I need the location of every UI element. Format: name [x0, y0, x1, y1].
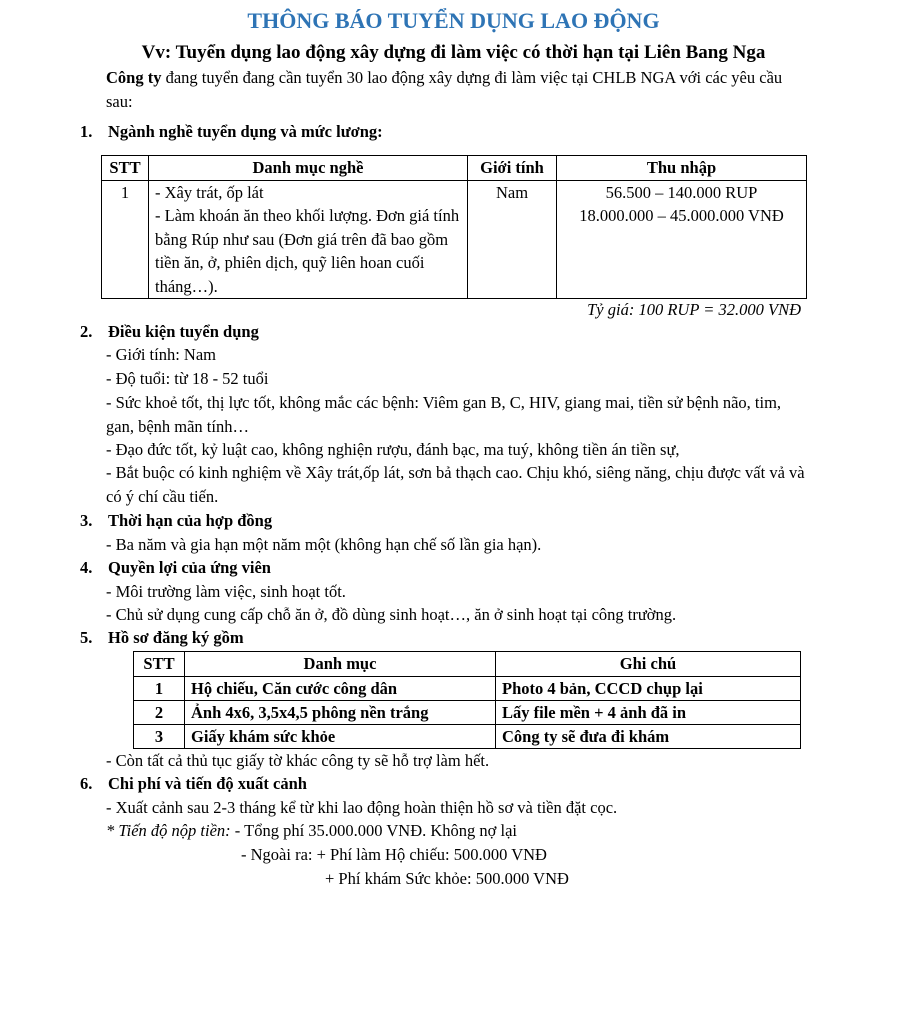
job-line: - Làm khoán ăn theo khối lượng. Đơn giá tính bằng Rúp như sau (Đơn giá trên đã bao gồm tiền ăn, ở, phiên dịch, quỹ liên hoan cuối tháng…).	[155, 206, 460, 296]
section-5-heading	[80, 626, 244, 650]
payment-line	[106, 819, 517, 843]
section-number: 2.	[80, 322, 93, 341]
section-title: Hồ sơ đăng ký gồm	[108, 628, 244, 647]
table-header: Thu nhập	[557, 156, 807, 181]
list-item: - Ba năm và gia hạn một năm một (không hạn chế số lần gia hạn).	[106, 535, 542, 554]
list-item: - Độ tuổi: từ 18 - 52 tuổi	[106, 369, 269, 388]
intro-text: đang tuyển đang cần tuyển 30 lao động xây dựng đi làm việc tại CHLB NGA với các yêu cầu sau:	[106, 68, 783, 111]
payment-label: * Tiến độ nộp tiền:	[106, 821, 231, 840]
salary-table	[101, 155, 807, 299]
table-cell-item: Giấy khám sức khỏe	[185, 724, 496, 748]
job-line: - Xây trát, ốp lát	[155, 182, 264, 202]
table-cell-stt: 2	[134, 700, 185, 724]
income-vnd: 18.000.000 – 45.000.000 VNĐ	[579, 206, 784, 225]
table-cell-income	[557, 180, 807, 299]
intro-company: Công ty	[106, 68, 162, 87]
table-header: Danh mục	[185, 652, 496, 677]
section-3-heading	[80, 509, 272, 533]
table-header: Giới tính	[468, 156, 557, 181]
section-4-heading	[80, 556, 271, 580]
extra-fee-line: - Ngoài ra: + Phí làm Hộ chiếu: 500.000 VNĐ	[241, 845, 547, 864]
section-number: 5.	[80, 628, 93, 647]
section-number: 6.	[80, 774, 93, 793]
section-title: Điều kiện tuyển dụng	[108, 322, 259, 341]
list-item: - Giới tính: Nam	[106, 345, 217, 364]
list-item: - Đạo đức tốt, kỷ luật cao, không nghiện rượu, đánh bạc, ma tuý, không tiền án tiền sự,	[106, 440, 680, 459]
section-1-heading	[80, 120, 383, 144]
table-cell-note: Photo 4 bản, CCCD chụp lại	[496, 676, 801, 700]
table-row	[134, 700, 801, 724]
documents-note: - Còn tất cả thủ tục giấy tờ khác công ty sẽ hỗ trợ làm hết.	[106, 751, 490, 770]
table-row	[102, 180, 807, 299]
table-header-row	[134, 652, 801, 677]
extra-fee-line: + Phí khám Sức khỏe: 500.000 VNĐ	[325, 869, 569, 888]
section-title: Quyền lợi của ứng viên	[108, 558, 271, 577]
exchange-rate: Tỷ giá: 100 RUP = 32.000 VNĐ	[587, 300, 801, 319]
table-cell-note: Công ty sẽ đưa đi khám	[496, 724, 801, 748]
list-item: - Chủ sử dụng cung cấp chỗ ăn ở, đồ dùng sinh hoạt…, ăn ở sinh hoạt tại công trường.	[106, 605, 677, 624]
section-number: 3.	[80, 511, 93, 530]
section-title: Chi phí và tiến độ xuất cảnh	[108, 774, 307, 793]
list-item: - Xuất cảnh sau 2-3 tháng kể từ khi lao động hoàn thiện hồ sơ và tiền đặt cọc.	[106, 798, 618, 817]
table-cell-stt: 1	[102, 180, 149, 299]
table-row	[134, 676, 801, 700]
table-header: STT	[102, 156, 149, 181]
document-title: THÔNG BÁO TUYỂN DỤNG LAO ĐỘNG	[247, 8, 660, 33]
table-header: Danh mục nghề	[149, 156, 468, 181]
table-cell-note: Lấy file mền + 4 ảnh đã in	[496, 700, 801, 724]
section-6-heading	[80, 772, 307, 796]
table-cell-jobs	[149, 180, 468, 299]
document-subtitle: Vv: Tuyển dụng lao động xây dựng đi làm việc có thời hạn tại Liên Bang Nga	[141, 42, 766, 63]
intro-paragraph	[106, 66, 806, 113]
section-number: 1.	[80, 122, 93, 141]
table-cell-gender: Nam	[468, 180, 557, 299]
table-cell-item: Hộ chiếu, Căn cước công dân	[185, 676, 496, 700]
table-cell-item: Ảnh 4x6, 3,5x4,5 phông nền trắng	[185, 700, 496, 724]
documents-table	[133, 651, 801, 749]
section-title: Thời hạn của hợp đồng	[108, 511, 273, 530]
table-cell-stt: 3	[134, 724, 185, 748]
income-rub: 56.500 – 140.000 RUP	[605, 182, 758, 202]
table-header: Ghi chú	[496, 652, 801, 677]
list-item: - Bắt buộc có kinh nghiệm về Xây trát,ốp lát, sơn bả thạch cao. Chịu khó, siêng năng, chịu được vất vả và có ý chí cầu tiến.	[106, 463, 805, 506]
table-row	[134, 724, 801, 748]
section-title: Ngành nghề tuyển dụng và mức lương:	[108, 122, 383, 141]
payment-text: - Tổng phí 35.000.000 VNĐ. Không nợ lại	[230, 821, 517, 840]
section-number: 4.	[80, 558, 93, 577]
table-cell-stt: 1	[134, 676, 185, 700]
section-2-heading	[80, 320, 259, 344]
table-header: STT	[134, 652, 185, 677]
table-header-row	[102, 156, 807, 181]
list-item: - Môi trường làm việc, sinh hoạt tốt.	[106, 582, 346, 601]
list-item: - Sức khoẻ tốt, thị lực tốt, không mắc các bệnh: Viêm gan B, C, HIV, giang mai, tiền sử bệnh não, tim, gan, bệnh mãn tính…	[106, 393, 782, 436]
